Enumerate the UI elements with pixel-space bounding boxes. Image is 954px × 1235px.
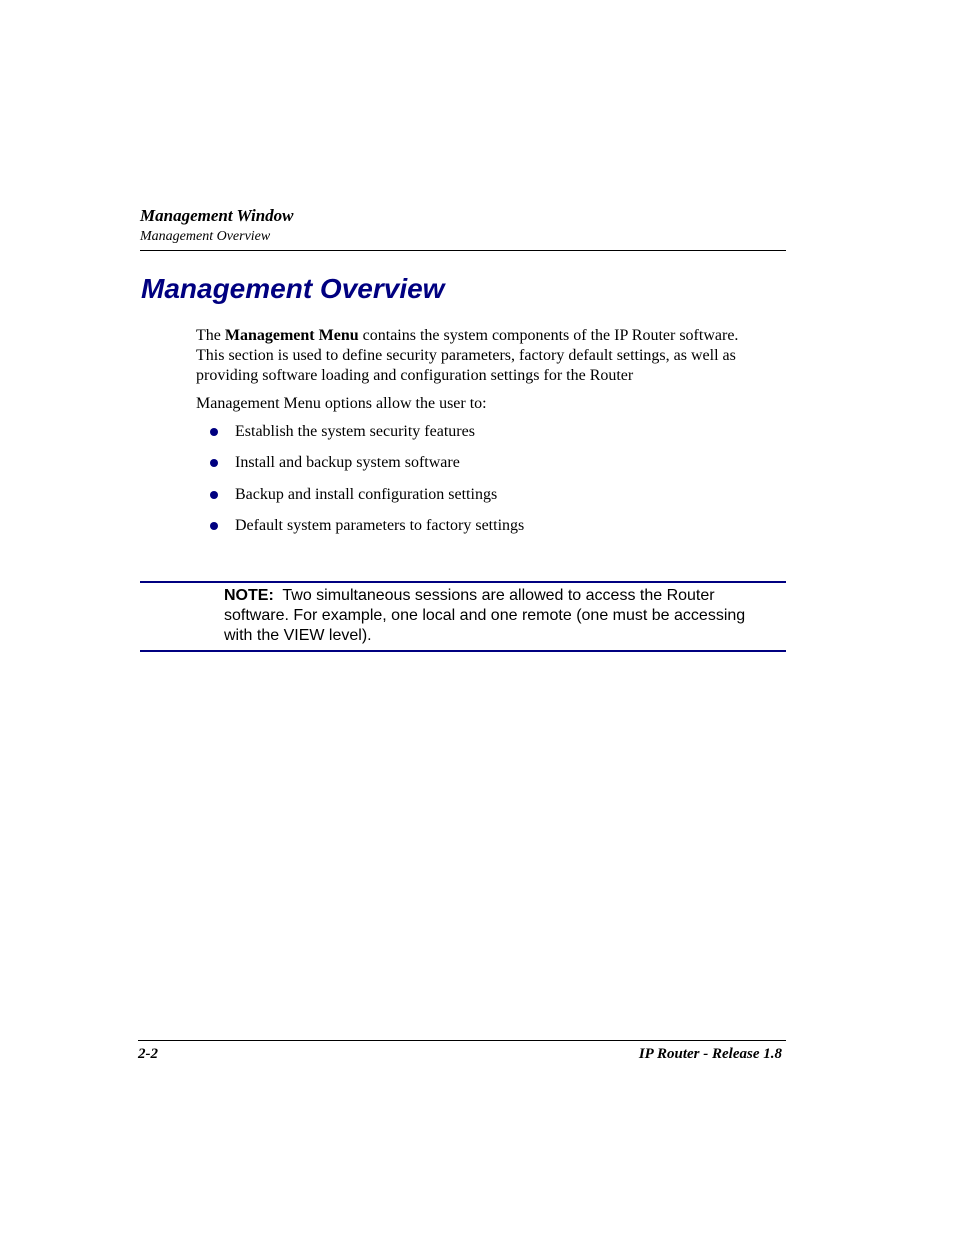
note-label: NOTE: xyxy=(224,587,274,604)
intro-prefix: The xyxy=(196,327,225,344)
intro-line-2: This section is used to define security parameters, factory default settings, as well as xyxy=(196,347,736,364)
bullet-dot-icon xyxy=(210,459,218,467)
footer-product-name: IP Router - Release 1.8 xyxy=(638,1046,782,1062)
footer-page-number: 2-2 xyxy=(138,1046,158,1062)
list-item-text: Establish the system security features xyxy=(235,423,475,440)
list-item-text: Backup and install configuration settings xyxy=(235,486,498,503)
bullet-dot-icon xyxy=(210,522,218,530)
bullet-dot-icon xyxy=(210,428,218,436)
management-menu-term: Management Menu xyxy=(224,327,359,344)
intro-line-3: providing software loading and configuration settings for the Router xyxy=(196,367,634,384)
note-box xyxy=(224,586,786,646)
header-rule xyxy=(140,250,786,251)
intro-line-1 xyxy=(196,326,786,346)
list-item-text: Install and backup system software xyxy=(235,454,460,471)
running-header-chapter: Management Window xyxy=(140,206,294,225)
options-intro-paragraph xyxy=(196,394,786,414)
note-bottom-rule xyxy=(140,650,786,652)
bullet-dot-icon xyxy=(210,491,218,499)
footer-rule xyxy=(138,1040,786,1041)
note-line-1-rest: Two simultaneous sessions are allowed to access the Router xyxy=(273,587,715,604)
note-line-3: with the VIEW level). xyxy=(224,627,372,644)
note-top-rule xyxy=(140,581,786,583)
options-intro-text: Management Menu options allow the user to: xyxy=(196,395,487,412)
page-title: Management Overview xyxy=(141,273,445,304)
running-header-section: Management Overview xyxy=(140,229,271,244)
note-line-1 xyxy=(224,586,786,606)
intro-paragraph xyxy=(196,326,786,386)
list-item-text: Default system parameters to factory settings xyxy=(235,517,525,534)
note-line-2: software. For example, one local and one remote (one must be accessing xyxy=(224,607,746,624)
intro-line-1-rest: contains the system components of the IP Router software. xyxy=(358,327,739,344)
